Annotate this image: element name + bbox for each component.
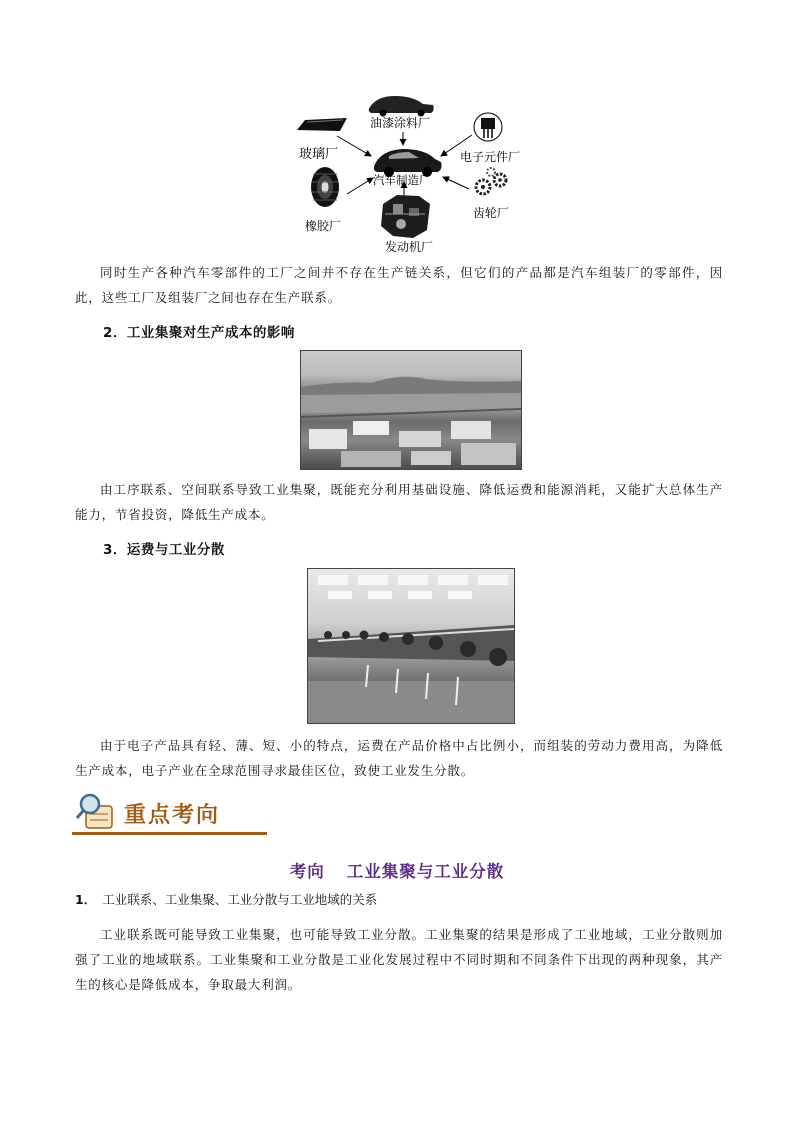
key-points-banner: [72, 792, 267, 838]
paint-car-icon: [369, 96, 434, 117]
paragraph-cost-reduction: 由工序联系、空间联系导致工业集聚，既能充分利用基础设施、降低运费和能源消耗，又能扩大总体生产能力，节省投资，降低生产成本。: [75, 482, 723, 522]
banner-label: 重点考向: [124, 803, 221, 828]
paragraph-electronics-dispersion: 由于电子产品具有轻、薄、短、小的特点，运费在产品价格中占比例小，而组装的劳动力费用高，为降低生产成本，电子产业在全球范围寻求最佳区位，致使工业发生分散。: [75, 738, 723, 778]
paragraph-links-and-agglomeration: 工业联系既可能导致工业集聚，也可能导致工业分散。工业集聚的结果是形成了工业地域，工业分散则加强了工业的地域联系。工业集聚和工业分散是工业化发展过程中不同时期和不同条件下出现的两种现象，其产生的核心是降低成本，争取最大利润。: [75, 927, 723, 992]
section-prefix: 考向: [289, 862, 325, 881]
label-rubber-factory: 橡胶厂: [305, 219, 342, 233]
subheading-relationship: [75, 890, 377, 908]
gear-icon: [476, 168, 506, 194]
glass-icon: [297, 118, 347, 131]
tire-icon: [311, 167, 339, 207]
electronics-assembly-photo: [307, 568, 515, 724]
banner-underline: [72, 832, 267, 835]
label-electronics-factory: 电子元件厂: [460, 150, 521, 164]
industrial-park-photo: [300, 350, 522, 470]
subheading-number: 1．: [75, 892, 97, 907]
label-glass-factory: 玻璃厂: [299, 147, 339, 162]
label-paint-factory: 油漆涂料厂: [370, 116, 431, 130]
paragraph-production-links: 同时生产各种汽车零部件的工厂之间并不存在生产链关系，但它们的产品都是汽车组装厂的零部件，因此，这些工厂及组装厂之间也存在生产联系。: [75, 265, 723, 305]
label-car-factory: 汽车制造厂: [373, 173, 431, 187]
industrial-park-drawing: [301, 351, 521, 469]
car-factory-diagram: [285, 92, 535, 257]
label-engine-factory: 发动机厂: [385, 240, 434, 254]
engine-icon: [381, 195, 430, 238]
heading-agglomeration-cost: 2．工业集聚对生产成本的影响: [103, 325, 295, 341]
section-title-text: 工业集聚与工业分散: [346, 862, 505, 881]
label-gear-factory: 齿轮厂: [473, 206, 510, 220]
magnifier-note-icon: [74, 792, 122, 832]
heading-freight-dispersion: 3．运费与工业分散: [103, 542, 225, 558]
section-title: [0, 858, 794, 882]
electronic-component-icon: [474, 113, 502, 141]
assembly-line-drawing: [308, 569, 514, 723]
subheading-text: 工业联系、工业集聚、工业分散与工业地域的关系: [102, 892, 378, 907]
